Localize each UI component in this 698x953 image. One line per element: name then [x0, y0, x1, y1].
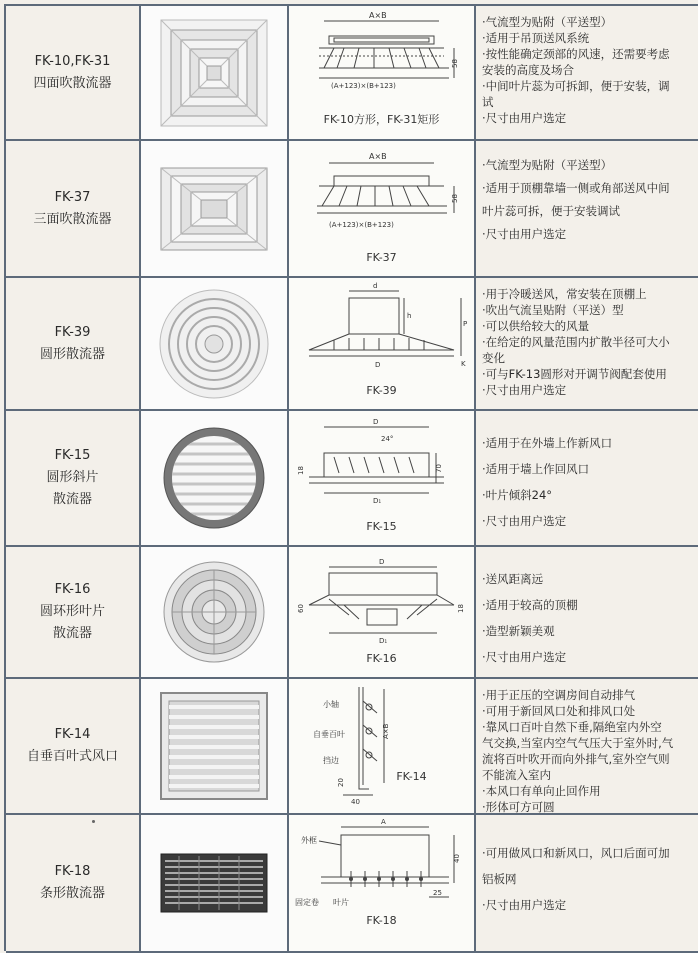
drawing-caption: FK-18 — [366, 914, 397, 927]
drawing-caption: FK-10方形，FK-31矩形 — [323, 113, 440, 126]
svg-text:70: 70 — [435, 464, 443, 473]
product-name-fk16 — [6, 547, 141, 679]
product-description-fk10: ·气流型为贴附（平送型） ·适用于吊顶送风系统 ·按性能确定颈部的风速，还需要考虑 安装的高度及场合 ·中间叶片蕊为可拆卸，便于安装，调 试 ·尺寸由用户选定 — [476, 6, 698, 141]
svg-text:18: 18 — [457, 604, 465, 613]
product-code: FK-37 — [54, 189, 91, 205]
product-code: FK-16 — [54, 582, 91, 597]
slot-diffuser-section-drawing — [289, 815, 474, 951]
svg-text:D: D — [373, 418, 379, 426]
svg-text:A×B: A×B — [382, 723, 390, 739]
product-name-fk15 — [6, 411, 141, 547]
svg-text:(A+123)×(B+123): (A+123)×(B+123) — [331, 82, 396, 90]
product-photo-fk15 — [141, 411, 289, 547]
three-way-diffuser-photo — [159, 166, 269, 252]
product-photo-fk10 — [141, 6, 289, 141]
svg-text:h: h — [407, 312, 412, 320]
svg-text:K: K — [461, 360, 466, 368]
product-drawing-fk37 — [289, 141, 476, 278]
product-title: 自垂百叶式风口 — [26, 749, 118, 764]
square-four-way-diffuser-photo — [159, 18, 269, 128]
louver-section-drawing — [289, 679, 474, 813]
product-title-2: 散流器 — [52, 626, 92, 641]
svg-text:挡边: 挡边 — [323, 756, 339, 765]
drawing-caption: FK-39 — [366, 384, 397, 397]
product-code: FK-15 — [54, 448, 91, 463]
svg-text:24°: 24° — [381, 435, 394, 443]
product-description-fk14: ·用于正压的空调房间自动排气 ·可用于新回风口处和排风口处 ·靠风口百叶自然下垂,隔绝室内外空 气交换,当室内空气气压大于室外时,气 流将百叶吹开而向外排气,室外空气则 不能流入室内 ·本风口有单向止回作用 ·形体可方可圆 — [476, 679, 698, 815]
svg-text:P: P — [463, 320, 468, 328]
product-code: FK-10,FK-31 — [34, 53, 111, 69]
product-code: FK-39 — [54, 324, 91, 340]
product-title: 条形散流器 — [39, 886, 105, 901]
svg-text:d: d — [373, 282, 378, 290]
product-photo-fk37 — [141, 141, 289, 278]
product-code: FK-18 — [54, 864, 91, 879]
product-drawing-fk16 — [289, 547, 476, 679]
svg-text:25: 25 — [433, 889, 442, 897]
product-drawing-fk14 — [289, 679, 476, 815]
svg-text:58: 58 — [451, 194, 459, 203]
drawing-caption: FK-14 — [396, 770, 427, 783]
svg-text:D₁: D₁ — [379, 637, 388, 645]
svg-text:60: 60 — [297, 604, 305, 613]
svg-text:20: 20 — [337, 778, 345, 787]
product-name-fk37 — [6, 141, 141, 278]
svg-text:A×B: A×B — [369, 152, 387, 161]
drawing-caption: FK-15 — [366, 520, 397, 533]
drawing-caption: FK-16 — [366, 652, 397, 665]
svg-text:A×B: A×B — [369, 11, 387, 20]
product-description-fk16: ·送风距离远 ·适用于较高的顶棚 ·造型新颖美观 ·尺寸由用户选定 — [476, 547, 698, 679]
print-speck — [92, 820, 95, 823]
svg-text:固定卷: 固定卷 — [295, 898, 319, 907]
product-photo-fk16 — [141, 547, 289, 679]
product-name-fk18 — [6, 815, 141, 953]
svg-text:自垂百叶: 自垂百叶 — [313, 730, 345, 739]
svg-text:40: 40 — [351, 798, 360, 806]
svg-text:D₁: D₁ — [373, 497, 382, 505]
round-slanted-blade-diffuser-photo — [162, 426, 266, 530]
product-title: 圆形斜片 — [46, 470, 99, 485]
svg-text:外框: 外框 — [301, 836, 317, 845]
product-photo-fk18 — [141, 815, 289, 953]
svg-text:A: A — [381, 818, 386, 826]
svg-text:叶片: 叶片 — [333, 898, 349, 907]
round-diffuser-photo — [158, 288, 270, 400]
gravity-louver-photo — [159, 691, 269, 801]
product-table — [4, 4, 698, 951]
svg-text:40: 40 — [453, 854, 461, 863]
product-drawing-fk18 — [289, 815, 476, 953]
product-title: 四面吹散流器 — [33, 75, 112, 91]
product-name-fk10 — [6, 6, 141, 141]
product-photo-fk39 — [141, 278, 289, 411]
product-drawing-fk10 — [289, 6, 476, 141]
linear-slot-diffuser-photo — [159, 852, 269, 914]
product-drawing-fk39 — [289, 278, 476, 411]
svg-text:(A+123)×(B+123): (A+123)×(B+123) — [329, 221, 394, 229]
svg-text:D: D — [375, 361, 381, 369]
product-description-fk15: ·适用于在外墙上作新风口 ·适用于墙上作回风口 ·叶片倾斜24° ·尺寸由用户选定 — [476, 411, 698, 547]
product-code: FK-14 — [54, 727, 91, 742]
product-title: 圆形散流器 — [39, 346, 105, 362]
ring-blade-diffuser-photo — [162, 560, 266, 664]
svg-text:D: D — [379, 558, 385, 566]
product-description-fk18: ·可用做风口和新风口，风口后面可加 铝板网 ·尺寸由用户选定 — [476, 815, 698, 953]
product-title: 三面吹散流器 — [33, 211, 112, 227]
product-description-fk37: ·气流型为贴附（平送型） ·适用于顶棚靠墙一侧或角部送风中间 叶片蕊可拆，便于安装调试 ·尺寸由用户选定 — [476, 141, 698, 278]
svg-text:小轴: 小轴 — [323, 700, 339, 709]
product-title-2: 散流器 — [52, 492, 92, 507]
product-title: 圆环形叶片 — [39, 604, 105, 619]
svg-text:18: 18 — [297, 466, 305, 475]
product-name-fk39 — [6, 278, 141, 411]
product-name-fk14 — [6, 679, 141, 815]
product-drawing-fk15 — [289, 411, 476, 547]
product-photo-fk14 — [141, 679, 289, 815]
svg-text:58: 58 — [451, 59, 459, 68]
product-description-fk39: ·用于冷暖送风，常安装在顶棚上 ·吹出气流呈贴附（平送）型 ·可以供给较大的风量 ·在给定的风量范围内扩散半径可大小 变化 ·可与FK-13圆形对开调节阀配套使用 ·尺寸由用户选定 — [476, 278, 698, 411]
drawing-caption: FK-37 — [366, 251, 397, 264]
